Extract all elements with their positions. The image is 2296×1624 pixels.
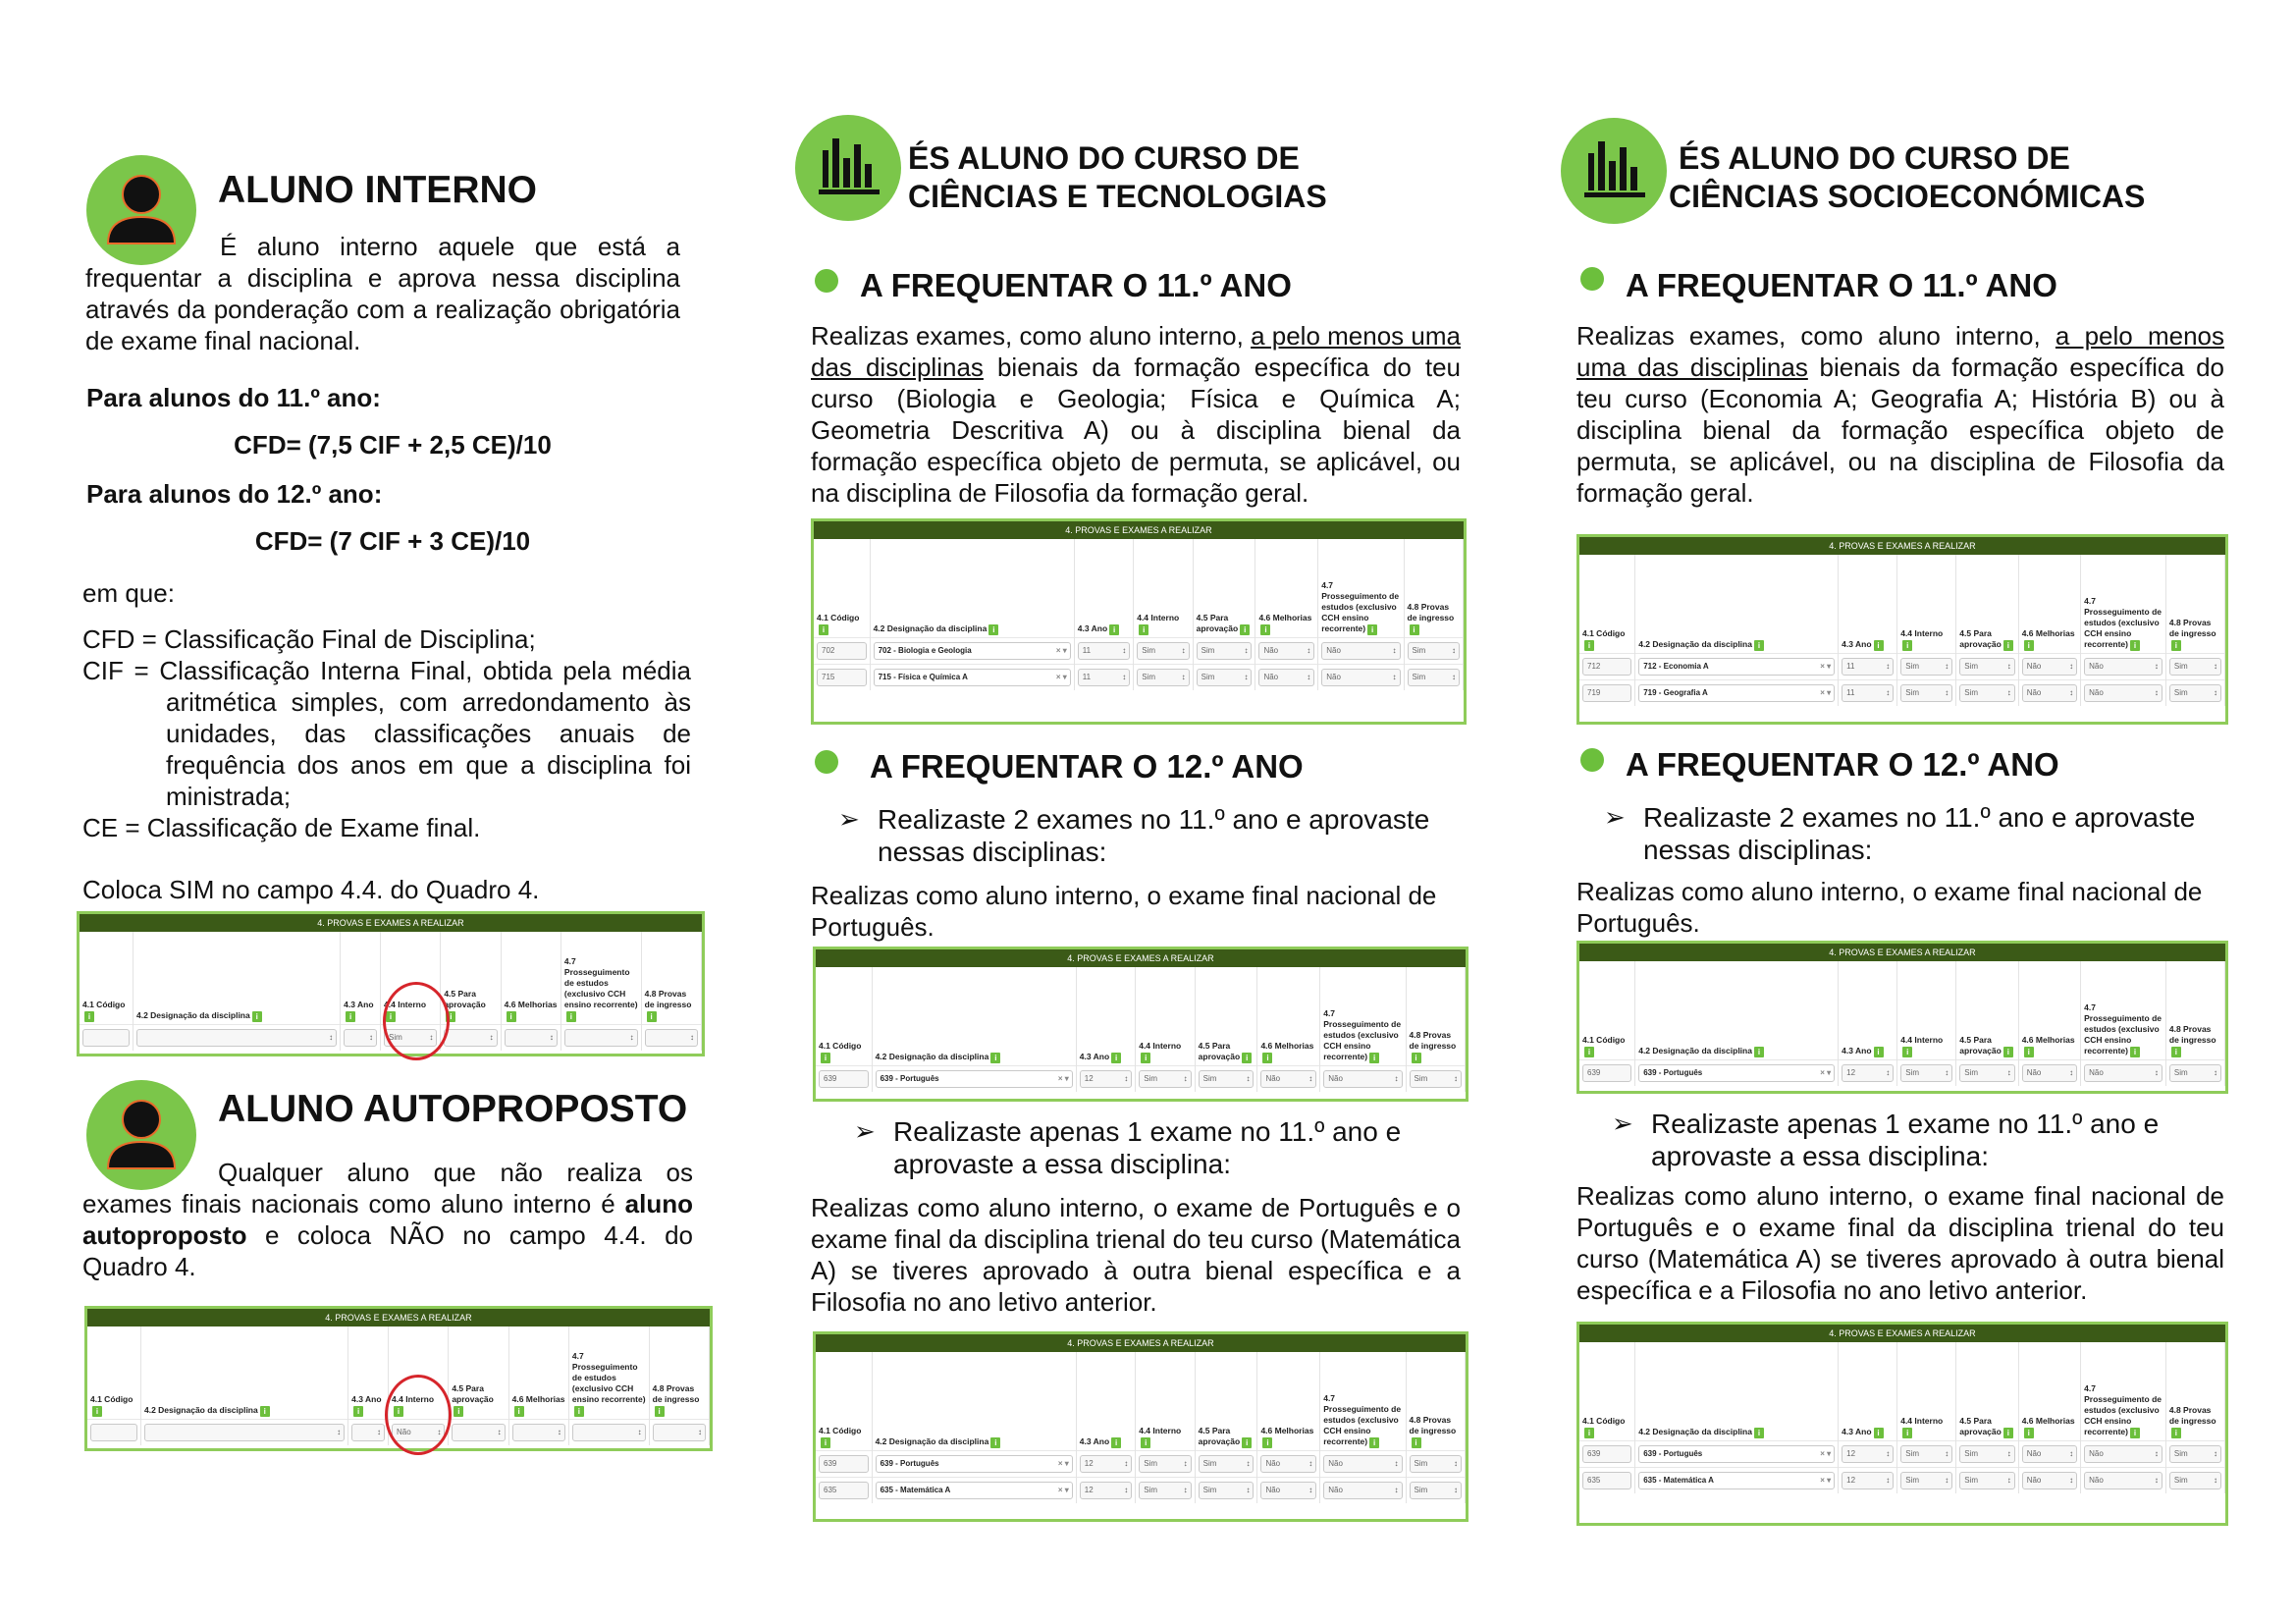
col-prosseguimento: 4.7 Prosseguimento de estudos (exclusivo CCH ensino recorrente) i [2081,961,2166,1059]
y11-label: Para alunos do 11.º ano: [86,383,381,412]
codigo-input[interactable]: 639 [819,1070,869,1088]
col-interno: 4.4 Internoi [389,1326,449,1419]
form-cse-11 [1576,534,2228,725]
col-ano: 4.3 Ano i [1074,539,1133,637]
ct-title: ÉS ALUNO DO CURSO DE CIÊNCIAS E TECNOLOGIAS [908,140,1327,214]
aprovacao-select[interactable]: Sim ↕ [1959,684,2014,702]
interno-select[interactable]: Sim ↕ [1900,1445,1952,1463]
melhorias-select[interactable]: Não ↕ [1258,642,1314,660]
ano-select[interactable]: 11 ↕ [1842,684,1894,702]
provas-select[interactable] [653,1424,706,1441]
provas-select[interactable]: Sim ↕ [2169,1064,2221,1082]
prosseguimento-select[interactable]: Não ↕ [2084,1445,2163,1463]
interno-select[interactable]: Sim ↕ [1900,1064,1952,1082]
form-header: 4. PROVAS E EXAMES A REALIZAR [814,521,1464,539]
ct-s12-text2: Realizas como aluno interno, o exame de Português e o exame final da disciplina trienal do teu curso (Matemática A) se tiveres aprovado à outra bienal específica e a Filosofia no ano letivo anterior. [811,1193,1461,1317]
cse-s12-item2: ➢ Realizaste apenas 1 exame no 11.º ano e aprovaste a essa disciplina: [1612,1109,2160,1171]
col-melhorias: 4.6 Melhoriasi [1255,539,1318,637]
col-ano: 4.3 Anoi [341,932,381,1024]
provas-select[interactable]: Sim ↕ [1410,1482,1462,1499]
provas-select[interactable]: Sim ↕ [1408,669,1460,686]
col-interno: 4.4 Internoi [381,932,441,1024]
col-interno: 4.4 Internoi [1134,539,1193,637]
col-prosseguimento: 4.7 Prosseguimento de estudos (exclusivo CCH ensino recorrente) i [1320,967,1406,1065]
col-designacao: 4.2 Designação da disciplina i [140,1326,347,1419]
prosseguimento-select[interactable] [572,1424,646,1441]
col-aprovacao: 4.5 Para aprovação i [1193,539,1255,637]
ano-select[interactable]: 12 ↕ [1842,1445,1894,1463]
interno-select[interactable]: Sim ↕ [1137,642,1189,660]
cfd-definition: CFD = Classificação Final de Disciplina; [82,624,536,654]
cse-chart-badge [1561,118,1667,224]
col-designacao: 4.2 Designação da disciplina i [872,1352,1076,1450]
form-cse-12b [1576,1322,2228,1526]
col-melhorias: 4.6 Melhoriasi [501,932,561,1024]
melhorias-select[interactable]: Não ↕ [2022,1472,2077,1489]
interno-select[interactable]: Sim ↕ [384,1029,437,1047]
interno-title: ALUNO INTERNO [218,169,537,211]
form-header: 4. PROVAS E EXAMES A REALIZAR [816,1334,1466,1352]
aprovacao-select[interactable]: Sim ↕ [1959,1472,2014,1489]
interno-select[interactable]: Sim ↕ [1139,1482,1191,1499]
bullet-icon [815,750,838,774]
ct-s11-text: Realizas exames, como aluno interno, a pelo menos uma das disciplinas bienais da formação específica do teu curso (Biologia e Geologia; Física e Química A; Geometria Descritiva A) ou à disciplina bienal da formação específica objeto de permuta, se aplicável, ou na disciplina de Filosofia da formação geral. [811,321,1461,508]
col-prosseguimento: 4.7 Prosseguimento de estudos (exclusivo CCH ensino recorrente)i [568,1326,649,1419]
designacao-select[interactable]: 639 - Português × ▾ [1638,1064,1835,1082]
ct-chart-badge [795,115,901,221]
designacao-select[interactable]: 712 - Economia A × ▾ [1638,658,1835,676]
cse-s12-text2: Realizas como aluno interno, o exame final nacional de Português e o exame final da disciplina trienal do teu curso (Matemática A) se tiveres aprovado à outra bienal específica e a Filosofia no ano letivo anterior. [1576,1181,2224,1305]
ct-s12-item2: ➢ Realizaste apenas 1 exame no 11.º ano e aprovaste a essa disciplina: [854,1116,1402,1179]
table-row [814,664,1464,690]
y12-formula: CFD= (7 CIF + 3 CE)/10 [254,526,531,556]
interno-select[interactable]: Sim ↕ [1137,669,1189,686]
ano-select[interactable] [351,1424,385,1441]
aprovacao-select[interactable]: Sim ↕ [1959,1445,2014,1463]
melhorias-select[interactable]: Não ↕ [1260,1482,1316,1499]
arrow-icon: ➢ [1612,1109,1633,1138]
table-row [816,1065,1466,1092]
melhorias-select[interactable]: Não ↕ [1260,1455,1316,1473]
col-provas: 4.8 Provas de ingressoi [2165,961,2224,1059]
interno-instruction: Coloca SIM no campo 4.4. do Quadro 4. [82,875,540,904]
col-designacao: 4.2 Designação da disciplina i [133,932,340,1024]
interno-select[interactable]: Sim ↕ [1900,1472,1952,1489]
codigo-input[interactable]: 635 [819,1482,869,1499]
melhorias-select[interactable] [512,1424,565,1441]
arrow-icon: ➢ [854,1116,876,1146]
table-row [814,637,1464,664]
col-aprovacao: 4.5 Para aprovação i [1195,1352,1257,1450]
table-row [1579,1059,2225,1086]
melhorias-select[interactable]: Não ↕ [2022,684,2077,702]
prosseguimento-select[interactable]: Não ↕ [1321,642,1400,660]
col-interno: 4.4 Internoi [1897,961,1956,1059]
col-ano: 4.3 Ano i [1839,1342,1897,1440]
aprovacao-select[interactable]: Sim ↕ [1959,658,2014,676]
form-header: 4. PROVAS E EXAMES A REALIZAR [87,1309,710,1326]
designacao-select[interactable] [144,1424,345,1441]
y12-label: Para alunos do 12.º ano: [86,479,383,509]
codigo-input[interactable] [90,1424,137,1441]
autoproposto-title: ALUNO AUTOPROPOSTO [218,1088,688,1130]
col-prosseguimento: 4.7 Prosseguimento de estudos (exclusivo CCH ensino recorrente) i [2081,555,2166,653]
autoproposto-text: Qualquer aluno que não realiza os exames finais nacionais como aluno interno é aluno autoproposto e coloca NÃO no campo 4.4. do Quadro 4. [82,1158,693,1281]
aprovacao-select[interactable]: Sim ↕ [1199,1482,1255,1499]
col-aprovacao: 4.5 Para aprovaçãoi [441,932,501,1024]
bullet-icon [815,269,838,293]
codigo-input[interactable]: 715 [817,669,867,686]
col-provas: 4.8 Provas de ingressoi [1406,967,1465,1065]
col-ano: 4.3 Ano i [1076,1352,1135,1450]
col-codigo: 4.1 Códigoi [80,932,133,1024]
col-ano: 4.3 Ano i [1839,555,1897,653]
aprovacao-select[interactable]: Sim ↕ [1199,1455,1255,1473]
provas-select[interactable]: Sim ↕ [2169,684,2221,702]
col-prosseguimento: 4.7 Prosseguimento de estudos (exclusivo CCH ensino recorrente) i [1318,539,1404,637]
col-melhorias: 4.6 Melhoriasi [508,1326,568,1419]
prosseguimento-select[interactable] [564,1029,638,1047]
col-melhorias: 4.6 Melhoriasi [2018,1342,2080,1440]
col-codigo: 4.1 Códigoi [816,967,872,1065]
ct-s12-title: A FREQUENTAR O 12.º ANO [870,748,1304,785]
ano-select[interactable]: 12 ↕ [1080,1482,1132,1499]
table-row [1579,1440,2225,1467]
ano-select[interactable]: 12 ↕ [1080,1070,1132,1088]
form-header: 4. PROVAS E EXAMES A REALIZAR [1579,537,2225,555]
bar-chart-icon [1561,118,1667,224]
prosseguimento-select[interactable]: Não ↕ [1321,669,1400,686]
aprovacao-select[interactable] [452,1424,505,1441]
form-header: 4. PROVAS E EXAMES A REALIZAR [80,914,702,932]
provas-select[interactable]: Sim ↕ [2169,1472,2221,1489]
ano-select[interactable]: 12 ↕ [1080,1455,1132,1473]
col-prosseguimento: 4.7 Prosseguimento de estudos (exclusivo CCH ensino recorrente) i [1320,1352,1406,1450]
ano-select[interactable]: 12 ↕ [1842,1472,1894,1489]
ct-s12-text1: Realizas como aluno interno, o exame final nacional de Português. [811,881,1437,942]
melhorias-select[interactable]: Não ↕ [2022,658,2077,676]
designacao-select[interactable]: 715 - Física e Química A × ▾ [874,669,1071,686]
designacao-select[interactable]: 702 - Biologia e Geologia × ▾ [874,642,1071,660]
col-designacao: 4.2 Designação da disciplina i [1635,1342,1839,1440]
provas-select[interactable]: Sim ↕ [1410,1070,1462,1088]
ce-definition: CE = Classificação de Exame final. [82,813,481,842]
col-provas: 4.8 Provas de ingressoi [641,932,701,1024]
form-header: 4. PROVAS E EXAMES A REALIZAR [816,949,1466,967]
designacao-select[interactable]: 639 - Português × ▾ [876,1455,1073,1473]
col-designacao: 4.2 Designação da disciplina i [872,967,1076,1065]
table-row [816,1450,1466,1477]
prosseguimento-select[interactable]: Não ↕ [2084,684,2163,702]
col-melhorias: 4.6 Melhoriasi [2018,555,2080,653]
designacao-select[interactable]: 719 - Geografia A × ▾ [1638,684,1835,702]
prosseguimento-select[interactable]: Não ↕ [1323,1070,1402,1088]
interno-select[interactable]: Sim ↕ [1139,1070,1191,1088]
col-ano: 4.3 Anoi [348,1326,389,1419]
bullet-icon [1580,748,1604,772]
prosseguimento-select[interactable]: Não ↕ [1323,1482,1402,1499]
cse-s12-title: A FREQUENTAR O 12.º ANO [1626,746,2059,783]
col-ano: 4.3 Ano i [1076,967,1135,1065]
y11-formula: CFD= (7,5 CIF + 2,5 CE)/10 [234,430,552,460]
aprovacao-select[interactable]: Sim ↕ [1197,642,1253,660]
prosseguimento-select[interactable]: Não ↕ [2084,1064,2163,1082]
col-provas: 4.8 Provas de ingressoi [1404,539,1463,637]
em-que: em que: [82,578,175,608]
highlight-ring [385,1375,452,1455]
col-aprovacao: 4.5 Para aprovação i [1956,555,2018,653]
codigo-input[interactable]: 639 [1582,1064,1631,1082]
codigo-input[interactable]: 639 [1582,1445,1631,1463]
col-designacao: 4.2 Designação da disciplina i [1635,961,1839,1059]
aprovacao-select[interactable]: Sim ↕ [1199,1070,1255,1088]
provas-select[interactable]: Sim ↕ [1410,1455,1462,1473]
col-codigo: 4.1 Códigoi [816,1352,872,1450]
interno-select[interactable]: Não ↕ [392,1424,445,1441]
col-prosseguimento: 4.7 Prosseguimento de estudos (exclusivo CCH ensino recorrente) i [2081,1342,2166,1440]
table-row [816,1477,1466,1503]
melhorias-select[interactable] [505,1029,558,1047]
aprovacao-select[interactable]: Sim ↕ [1959,1064,2014,1082]
col-interno: 4.4 Internoi [1136,1352,1195,1450]
codigo-input[interactable]: 719 [1582,684,1631,702]
cif-definition: CIF = Classificação Interna Final, obtida pela média aritmética simples, com arredondamento às unidades, das classificações anuais de frequência dos anos em que a disciplina foi ministrada; [82,656,691,811]
col-melhorias: 4.6 Melhoriasi [2018,961,2080,1059]
interno-select[interactable]: Sim ↕ [1139,1455,1191,1473]
cse-s12-text1: Realizas como aluno interno, o exame final nacional de Português. [1576,877,2203,938]
col-aprovacao: 4.5 Para aprovaçãoi [449,1326,508,1419]
codigo-input[interactable]: 635 [1582,1472,1631,1489]
prosseguimento-select[interactable]: Não ↕ [2084,658,2163,676]
col-provas: 4.8 Provas de ingressoi [2165,555,2224,653]
designacao-select[interactable]: 639 - Português × ▾ [1638,1445,1835,1463]
col-prosseguimento: 4.7 Prosseguimento de estudos (exclusivo CCH ensino recorrente)i [561,932,641,1024]
designacao-select[interactable]: 635 - Matemática A × ▾ [876,1482,1073,1499]
melhorias-select[interactable]: Não ↕ [1260,1070,1316,1088]
aprovacao-select[interactable] [444,1029,497,1047]
highlight-ring [383,982,450,1060]
codigo-input[interactable]: 639 [819,1455,869,1473]
ano-select[interactable]: 11 ↕ [1078,642,1130,660]
provas-select[interactable] [645,1029,698,1047]
table-row [1579,1467,2225,1493]
ano-select[interactable]: 11 ↕ [1078,669,1130,686]
cse-s12-item1: ➢ Realizaste 2 exames no 11.º ano e aprovaste nessas disciplinas: [1604,802,2196,865]
provas-select[interactable]: Sim ↕ [2169,1445,2221,1463]
codigo-input[interactable]: 702 [817,642,867,660]
col-codigo: 4.1 Códigoi [1579,961,1635,1059]
interno-intro: É aluno interno aquele que está a frequentar a disciplina e aprova nessa disciplina através da ponderação com a realização obrigatória de exame final nacional. [85,232,680,355]
col-aprovacao: 4.5 Para aprovação i [1195,967,1257,1065]
ano-select[interactable]: 12 ↕ [1842,1064,1894,1082]
col-interno: 4.4 Internoi [1897,555,1956,653]
form-ct-12b [813,1331,1468,1522]
aprovacao-select[interactable]: Sim ↕ [1197,669,1253,686]
designacao-select[interactable]: 639 - Português × ▾ [876,1070,1073,1088]
melhorias-select[interactable]: Não ↕ [2022,1445,2077,1463]
col-provas: 4.8 Provas de ingressoi [649,1326,709,1419]
col-aprovacao: 4.5 Para aprovação i [1956,1342,2018,1440]
form-ct-11 [811,518,1467,725]
codigo-input[interactable] [82,1029,130,1047]
col-codigo: 4.1 Códigoi [87,1326,140,1419]
provas-select[interactable]: Sim ↕ [1408,642,1460,660]
col-melhorias: 4.6 Melhoriasi [1257,967,1320,1065]
cse-s11-title: A FREQUENTAR O 11.º ANO [1626,267,2057,303]
designacao-select[interactable]: 635 - Matemática A × ▾ [1638,1472,1835,1489]
bar-chart-icon [795,115,901,221]
arrow-icon: ➢ [1604,802,1626,832]
col-designacao: 4.2 Designação da disciplina i [870,539,1074,637]
col-codigo: 4.1 Códigoi [814,539,870,637]
table-row [1579,653,2225,679]
melhorias-select[interactable]: Não ↕ [2022,1064,2077,1082]
bullet-icon [1580,267,1604,291]
form-header: 4. PROVAS E EXAMES A REALIZAR [1579,944,2225,961]
col-aprovacao: 4.5 Para aprovação i [1956,961,2018,1059]
ano-select[interactable]: 11 ↕ [1842,658,1894,676]
col-ano: 4.3 Ano i [1839,961,1897,1059]
form-header: 4. PROVAS E EXAMES A REALIZAR [1579,1325,2225,1342]
prosseguimento-select[interactable]: Não ↕ [1323,1455,1402,1473]
prosseguimento-select[interactable]: Não ↕ [2084,1472,2163,1489]
codigo-input[interactable]: 712 [1582,658,1631,676]
form-ct-12a [813,947,1468,1102]
col-interno: 4.4 Internoi [1136,967,1195,1065]
col-codigo: 4.1 Códigoi [1579,1342,1635,1440]
ct-s11-title: A FREQUENTAR O 11.º ANO [860,267,1292,303]
col-provas: 4.8 Provas de ingressoi [1406,1352,1465,1450]
table-row [1579,679,2225,706]
interno-select[interactable]: Sim ↕ [1900,658,1952,676]
ano-select[interactable] [344,1029,377,1047]
col-provas: 4.8 Provas de ingressoi [2165,1342,2224,1440]
cse-title: ÉS ALUNO DO CURSO DE CIÊNCIAS SOCIOECONÓMICAS [1669,140,2146,214]
cse-s11-text: Realizas exames, como aluno interno, a pelo menos uma das disciplinas bienais da formação específica do teu curso (Economia A; Geografia A; História B) ou à disciplina bienal da formação específica objeto de permuta, se aplicável, ou na disciplina de Filosofia da formação geral. [1576,321,2225,508]
interno-select[interactable]: Sim ↕ [1900,684,1952,702]
col-melhorias: 4.6 Melhoriasi [1257,1352,1320,1450]
col-interno: 4.4 Internoi [1897,1342,1956,1440]
provas-select[interactable]: Sim ↕ [2169,658,2221,676]
melhorias-select[interactable]: Não ↕ [1258,669,1314,686]
designacao-select[interactable] [136,1029,337,1047]
col-codigo: 4.1 Códigoi [1579,555,1635,653]
col-designacao: 4.2 Designação da disciplina i [1635,555,1839,653]
form-cse-12a [1576,941,2228,1094]
arrow-icon: ➢ [838,804,860,834]
ct-s12-item1: ➢ Realizaste 2 exames no 11.º ano e aprovaste nessas disciplinas: [838,804,1430,867]
